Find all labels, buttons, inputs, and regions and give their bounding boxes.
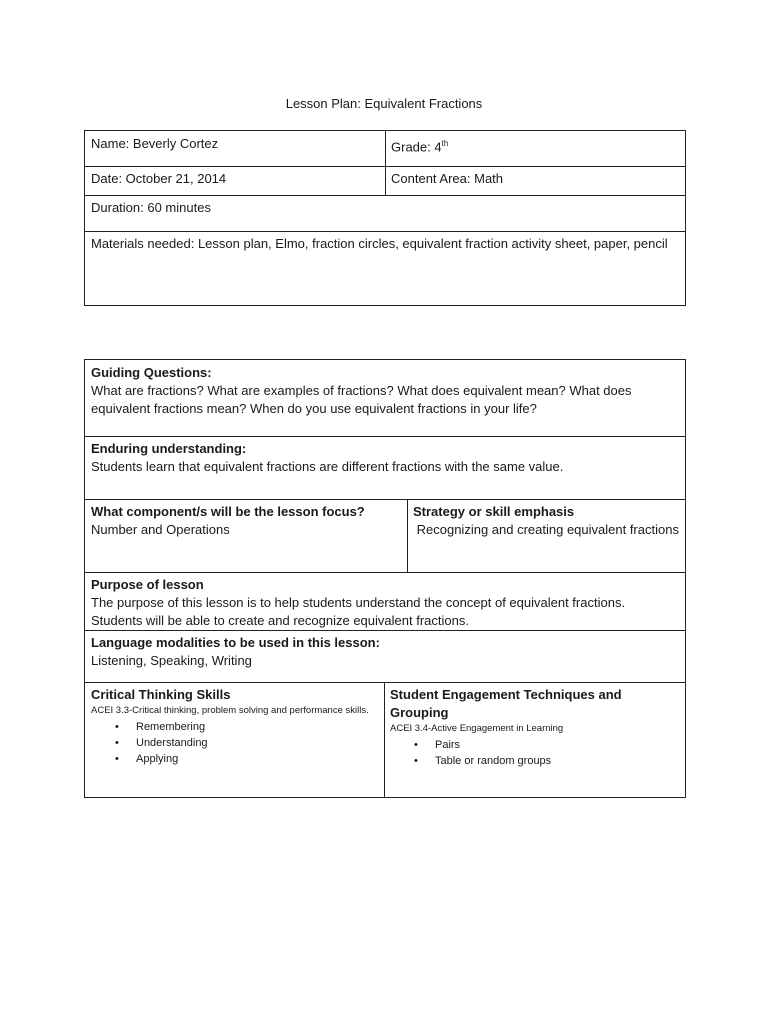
student-engagement	[384, 683, 685, 772]
enduring-understanding	[85, 437, 685, 479]
student-engagement-list	[390, 737, 679, 769]
header-table	[84, 130, 686, 306]
lesson-purpose	[85, 573, 685, 633]
content-area-field: Content Area: Math	[391, 171, 504, 186]
guiding-questions-text: What are fractions? What are examples of fractions? What does equivalent mean? What does equivalent fractions mean? When do you use equivalent fractions in your life?	[91, 383, 632, 416]
lesson-focus-heading: What component/s will be the lesson focus?	[91, 504, 365, 519]
language-modalities-text: Listening, Speaking, Writing	[91, 653, 252, 668]
document-title: Lesson Plan: Equivalent Fractions	[285, 96, 483, 111]
language-modalities-heading: Language modalities to be used in this lesson:	[91, 635, 380, 650]
date-field: Date: October 21, 2014	[91, 171, 227, 186]
name-field: Name: Beverly Cortez	[91, 136, 219, 151]
lesson-focus	[85, 500, 407, 542]
list-item: • Remembering	[91, 719, 378, 735]
critical-thinking-list	[91, 719, 378, 767]
grade-field: Grade: 4th	[391, 139, 449, 155]
materials-field: Materials needed: Lesson plan, Elmo, fraction circles, equivalent fraction activity sheet, paper, pencil	[91, 236, 668, 251]
list-item: • Applying	[91, 751, 378, 767]
enduring-understanding-heading: Enduring understanding:	[91, 441, 247, 456]
critical-thinking	[85, 683, 384, 770]
guiding-questions-heading: Guiding Questions:	[91, 365, 212, 380]
critical-thinking-heading: Critical Thinking Skills	[91, 687, 231, 702]
guiding-questions	[85, 361, 685, 421]
list-item: • Table or random groups	[390, 753, 679, 769]
list-item: • Pairs	[390, 737, 679, 753]
student-engagement-heading: Student Engagement Techniques and Grouping	[390, 687, 622, 720]
lesson-focus-text: Number and Operations	[91, 522, 230, 537]
enduring-understanding-text: Students learn that equivalent fractions are different fractions with the same value.	[91, 459, 564, 474]
lesson-purpose-text: The purpose of this lesson is to help students understand the concept of equivalent fractions. Students will be able to create and recognize equivalent fractions.	[91, 595, 626, 628]
language-modalities	[85, 631, 685, 673]
lesson-purpose-heading: Purpose of lesson	[91, 577, 204, 592]
list-item: • Understanding	[91, 735, 378, 751]
student-engagement-standard: ACEI 3.4-Active Engagement in Learning	[390, 723, 564, 734]
strategy-emphasis	[407, 500, 685, 542]
strategy-emphasis-text: Recognizing and creating equivalent fractions	[413, 522, 679, 537]
plan-table	[84, 359, 686, 798]
critical-thinking-standard: ACEI 3.3-Critical thinking, problem solving and performance skills.	[91, 705, 369, 716]
duration-field: Duration: 60 minutes	[91, 200, 211, 215]
strategy-emphasis-heading: Strategy or skill emphasis	[413, 504, 575, 519]
